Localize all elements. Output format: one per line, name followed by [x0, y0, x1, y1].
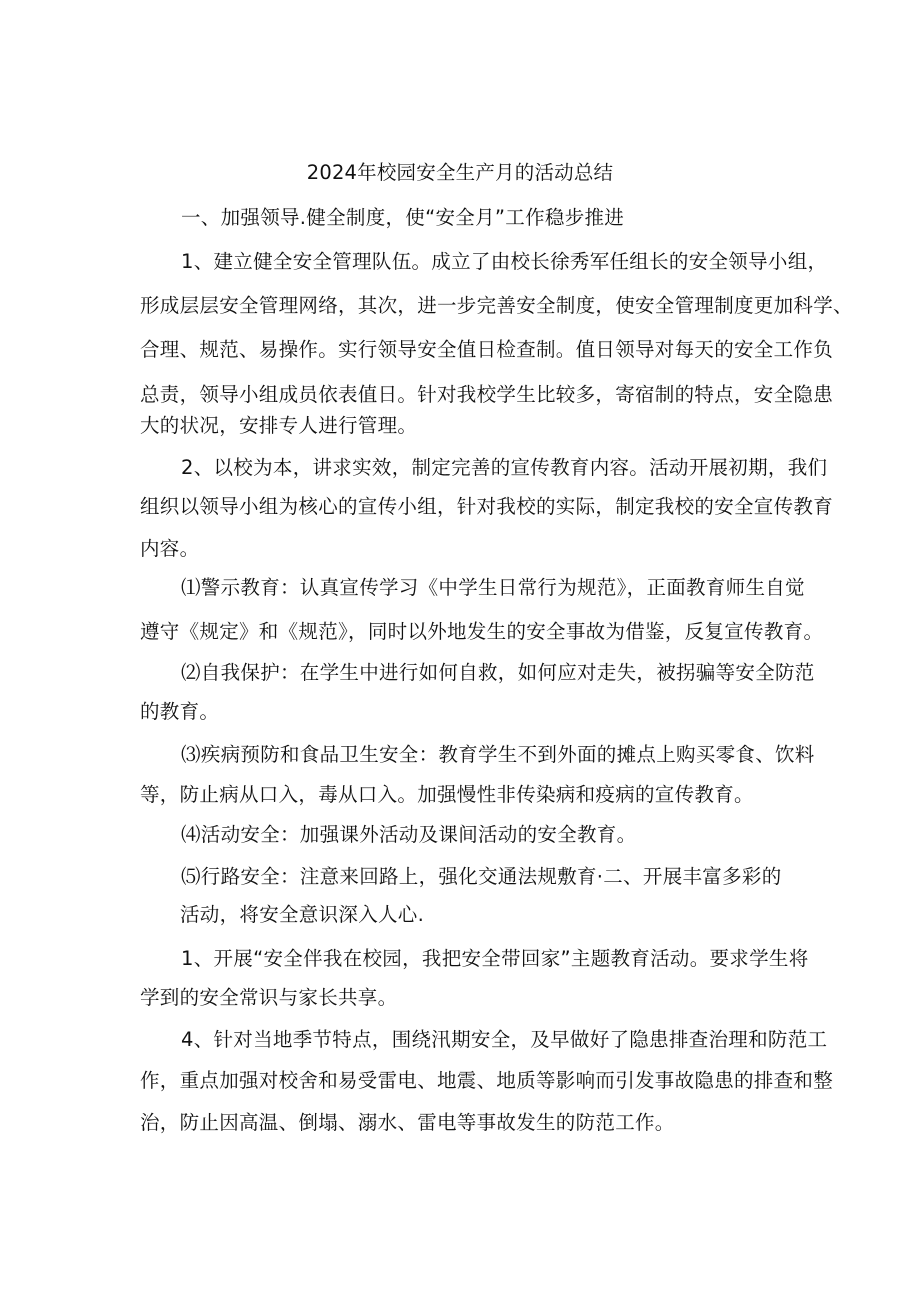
list-item-line: ⑸行路安全：注意来回路上，强化交通法规敷育·二、开展丰富多彩的: [181, 865, 782, 888]
paragraph-line: 学到的安全常识与家长共享。: [140, 986, 398, 1009]
document-title: 2024年校园安全生产月的活动总结: [306, 161, 614, 184]
list-item-line: 的教育。: [140, 700, 220, 723]
paragraph-line: 1、建立健全安全管理队伍。成立了由校长徐秀军任组长的安全领导小组，: [181, 250, 828, 273]
list-item-line: ⑵自我保护：在学生中进行如何自救，如何应对走失，被拐骗等安全防范: [181, 661, 815, 684]
paragraph-line: 作，重点加强对校舍和易受雷电、地震、地质等影响而引发事故隐患的排查和整: [140, 1069, 834, 1092]
paragraph-line: 内容。: [140, 537, 200, 560]
paragraph-line: 4、针对当地季节特点，围绕汛期安全，及早做好了隐患排查治理和防范工: [181, 1028, 828, 1051]
list-item-line: 等，防止病从口入，毒从口入。加强慢性非传染病和疫病的宣传教育。: [140, 783, 754, 806]
paragraph-line: 治，防止因高温、倒塌、溺水、雷电等事故发生的防范工作。: [140, 1111, 675, 1134]
list-item-line: ⑷活动安全：加强课外活动及课间活动的安全教育。: [181, 823, 637, 846]
list-item-line: ⑶疾病预防和食品卫生安全：教育学生不到外面的摊点上购买零食、饮料: [181, 743, 815, 766]
paragraph-line: 组织以领导小组为核心的宣传小组，针对我校的实际，制定我校的安全宣传教育: [140, 495, 834, 518]
list-item-line: 活动，将安全意识深入人心.: [180, 903, 425, 926]
section-heading-1: 一、加强领导.健全制度，使“安全月”工作稳步推进: [181, 206, 625, 229]
list-item-line: ⑴警示教育：认真宣传学习《中学生日常行为规范》，正面教育师生自觉: [181, 576, 805, 599]
paragraph-line: 1、开展“安全伴我在校园，我把安全带回家”主题教育活动。要求学生将: [181, 947, 809, 970]
paragraph-line: 大的状况，安排专人进行管理。: [140, 414, 418, 437]
paragraph-line: 总责，领导小组成员依表值日。针对我校学生比较多，寄宿制的特点，安全隐患: [140, 383, 834, 406]
list-item-line: 遵守《规定》和《规范》，同时以外地发生的安全事故为借鉴，反复宣传教育。: [140, 620, 824, 643]
paragraph-line: 2、以校为本，讲求实效，制定完善的宣传教育内容。活动开展初期，我们: [181, 456, 828, 479]
paragraph-line: 合理、规范、易操作。实行领导安全值日检查制。值日领导对每天的安全工作负: [140, 338, 834, 361]
paragraph-line: 形成层层安全管理网络，其次，进一步完善安全制度，使安全管理制度更加科学、: [140, 294, 853, 317]
